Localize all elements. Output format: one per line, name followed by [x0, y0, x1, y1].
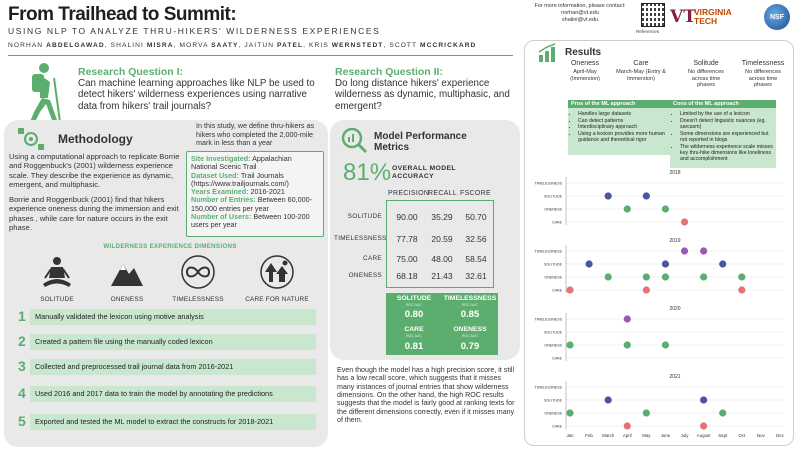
- result-col-header: Solitude: [693, 60, 719, 67]
- roc-value: 0.79: [460, 341, 480, 352]
- pros-box: [568, 100, 676, 155]
- entries-value: Between 60,000-150,000 entries per year: [191, 195, 313, 213]
- data-point: [738, 286, 745, 293]
- magnifier-chart-icon: [340, 126, 368, 154]
- roc-value: 0.80: [404, 309, 424, 320]
- site-value: Appalachian National Scenic Trail: [191, 154, 292, 172]
- panel-title: 2019: [669, 238, 681, 244]
- data-point: [605, 192, 612, 199]
- rq2-text: Do long distance hikers' experience wilderness as dynamic, multiphasic, and emergent?: [335, 78, 510, 112]
- month-tick-label: Dec: [776, 433, 784, 438]
- accuracy-label-line1: OVERALL MODEL: [392, 165, 456, 172]
- nature-care-icon: [259, 254, 295, 290]
- dimension-label: SOLITUDE: [40, 296, 74, 303]
- data-point: [681, 247, 688, 254]
- data-point: [643, 192, 650, 199]
- contact-label: For more information, please contact:: [534, 3, 626, 9]
- author-last-name: SAATY: [211, 42, 239, 49]
- result-col-value: March-May (Entry & Immersion): [616, 69, 666, 82]
- month-tick-label: August: [696, 433, 711, 438]
- pros-item: • Can detect patterns: [578, 118, 673, 124]
- metric-cell: 32.61: [465, 271, 487, 281]
- category-tick-label: ONENESS: [544, 207, 562, 212]
- bar-chart-icon: [537, 43, 559, 63]
- site-label: Site Investigated:: [191, 154, 251, 163]
- methodology-para-2: Borrie and Roggenbuck (2001) find that hikers experience oneness during the immersion and exit phases , while care for nature occurs in the exit phase.: [9, 195, 179, 232]
- mountain-icon: [109, 254, 145, 290]
- pros-item: • Interdisciplinary approach: [578, 124, 673, 130]
- roc-label: SOLITUDE: [396, 295, 432, 302]
- month-tick-label: March: [602, 433, 615, 438]
- cons-title: Cons of the ML approach: [670, 100, 776, 108]
- author-first-name: JAITUN: [244, 42, 278, 49]
- month-tick-label: May: [642, 433, 651, 438]
- header-divider: [8, 55, 513, 56]
- month-tick-label: Sept: [718, 433, 728, 438]
- panel-title: 2021: [669, 374, 681, 380]
- data-point: [624, 341, 631, 348]
- metric-cell: 50.70: [465, 212, 487, 222]
- author-first-name: SHALINI: [110, 42, 147, 49]
- dimension-solitude: [22, 254, 92, 303]
- poster-subtitle: USING NLP TO ANALYZE THRU-HIKERS' WILDERNESS EXPERIENCES: [8, 26, 381, 36]
- result-col-value: April-May (Immersion): [570, 69, 600, 82]
- author-list: NORHAN ABDELGAWAD, SHALINI MISRA, MORVA SAATY, JAITUN PATEL, KRIS WERNSTEDT, SCOTT MCCRICKARD: [8, 42, 477, 49]
- author-first-name: KRIS: [309, 42, 332, 49]
- data-point: [605, 273, 612, 280]
- vt-logo-line2: TECH: [694, 15, 718, 26]
- dimension-label: TIMELESSNESS: [172, 296, 224, 303]
- author-last-name: MCCRICKARD: [420, 42, 477, 49]
- rq2-title: Research Question II:: [335, 66, 443, 78]
- month-tick-label: Jan: [566, 433, 574, 438]
- result-col-header: Timelessness: [741, 60, 785, 67]
- data-point: [700, 396, 707, 403]
- category-tick-label: TIMELESSNESS: [534, 181, 562, 186]
- month-tick-label: June: [660, 433, 671, 438]
- data-point: [662, 341, 669, 348]
- result-col-value: No differences across time phases: [688, 69, 724, 89]
- cons-item: • Limited by the use of a lexicon: [680, 111, 773, 117]
- data-point: [624, 422, 631, 429]
- roc-sub-label: ROC AUC: [406, 334, 422, 338]
- metric-cell: 68.18: [396, 271, 418, 281]
- users-value: Between 100-200 users per year: [191, 211, 310, 230]
- cons-box: [670, 100, 776, 168]
- data-point: [566, 409, 573, 416]
- performance-title-line2: Metrics: [374, 142, 410, 153]
- methodology-title: Methodology: [58, 132, 133, 146]
- category-tick-label: CARE: [552, 356, 562, 361]
- category-tick-label: ONENESS: [544, 411, 562, 416]
- data-point: [643, 286, 650, 293]
- study-details-box: [186, 151, 324, 237]
- data-point: [605, 396, 612, 403]
- years-label: Years Examined:: [191, 187, 249, 197]
- step-3-number: 3: [18, 358, 26, 374]
- month-tick-label: Nov: [757, 433, 765, 438]
- month-tick-label: Oct: [738, 433, 746, 438]
- data-point: [700, 422, 707, 429]
- methodology-icon: [16, 126, 46, 152]
- methodology-para-1: Using a computational approach to replicate Borrie and Roggenbuck's (2001) wilderness experience scale. They describe the experience as dynamic, emergent, and multiphasic.: [9, 152, 180, 189]
- panel-title: 2018: [669, 170, 681, 176]
- metric-cell: 20.59: [431, 234, 453, 244]
- metric-row-label: TIMELESSNESS: [334, 235, 387, 242]
- infinity-icon: [180, 254, 216, 290]
- header-fscore: FSCORE: [460, 190, 491, 197]
- month-tick-label: July: [680, 433, 689, 438]
- dataset-value: Trail Journals (https://www.trailjournals.com/): [191, 170, 289, 188]
- overall-accuracy-value: 81%: [343, 159, 392, 186]
- author-first-name: MORVA: [179, 42, 212, 49]
- dimension-care-for-nature: [242, 254, 312, 303]
- header-recall: RECALL: [428, 190, 458, 197]
- nsf-logo: NSF: [764, 4, 790, 30]
- step-1-bar: Manually validated the lexicon using motive analysis: [30, 309, 316, 325]
- result-col-value: No differences across time phases: [745, 69, 781, 89]
- meditation-icon: [39, 254, 75, 290]
- metric-row-label: SOLITUDE: [347, 213, 382, 220]
- contact-info: [525, 3, 635, 24]
- hiker-icon: [14, 60, 69, 125]
- references-label: References: [636, 29, 660, 34]
- poster-title: From Trailhead to Summit:: [8, 4, 237, 25]
- dimension-oneness: [92, 254, 162, 303]
- step-5-number: 5: [18, 413, 26, 429]
- years-value: 2016-2021: [250, 187, 285, 197]
- cons-item: • The wilderness experience scale misses key thru-hike dimensions like loneliness and accomplishment: [680, 144, 773, 163]
- step-5-bar: Exported and tested the ML model to extract the constructs for 2018-2021: [30, 414, 316, 430]
- roc-label: CARE: [404, 326, 424, 333]
- metric-row-label: ONENESS: [348, 272, 382, 279]
- category-tick-label: SOLITUDE: [544, 262, 562, 267]
- category-tick-label: CARE: [552, 220, 562, 225]
- author-first-name: SCOTT: [389, 42, 420, 49]
- data-point: [719, 409, 726, 416]
- category-tick-label: SOLITUDE: [544, 330, 562, 335]
- metric-cell: 90.00: [396, 212, 418, 222]
- roc-value: 0.85: [460, 309, 480, 320]
- category-tick-label: TIMELESSNESS: [534, 317, 562, 322]
- performance-title: [374, 131, 467, 153]
- entries-label: Number of Entries:: [191, 195, 256, 205]
- data-point: [662, 205, 669, 212]
- data-point: [662, 260, 669, 267]
- step-3-bar: Collected and preprocessed trail journal data from 2016-2021: [30, 359, 316, 375]
- pros-item: • Using a lexicon provides more human guidance and theoretical rigor: [578, 131, 673, 143]
- author-last-name: MISRA: [146, 42, 174, 49]
- vt-logo-line1: VIRGINIA: [694, 7, 732, 17]
- data-point: [585, 260, 592, 267]
- roc-sub-label: ROC AUC: [406, 303, 422, 307]
- data-point: [624, 315, 631, 322]
- step-2-number: 2: [18, 333, 26, 349]
- metric-cell: 35.29: [431, 212, 453, 222]
- data-point: [566, 286, 573, 293]
- users-label: Number of Users:: [191, 211, 252, 221]
- metric-cell: 77.78: [396, 234, 418, 244]
- pros-title: Pros of the ML approach: [568, 100, 676, 108]
- result-col-header: Care: [633, 60, 649, 67]
- rq1-title: Research Question I:: [78, 66, 184, 78]
- data-point: [738, 273, 745, 280]
- methodology-description: [9, 152, 187, 232]
- qr-code-icon[interactable]: [641, 3, 665, 27]
- overall-accuracy-label: [392, 165, 456, 181]
- metric-cell: 21.43: [431, 271, 453, 281]
- metric-cell: 75.00: [396, 254, 418, 264]
- performance-summary: Even though the model has a high precision score, it still has a low recall score, which suggests that it misses many instances of journal entries that show wilderness dimensions. On the other hand, the high ROC results suggests that the model is fairly good at ranking texts for the different dimensions correctly, even if it misses many of them.: [337, 366, 515, 425]
- metric-cell: 32.56: [465, 234, 487, 244]
- category-tick-label: CARE: [552, 288, 562, 293]
- pros-list: [568, 108, 676, 144]
- metric-row-label: CARE: [363, 255, 382, 262]
- data-point: [719, 260, 726, 267]
- data-point: [643, 273, 650, 280]
- month-tick-label: April: [622, 433, 632, 438]
- data-point: [662, 273, 669, 280]
- author-last-name: WERNSTEDT: [331, 42, 384, 49]
- cons-list: [670, 108, 776, 162]
- month-tick-label: Feb: [585, 433, 593, 438]
- accuracy-label-line2: ACCURACY: [392, 173, 435, 181]
- metric-cell: 58.54: [465, 254, 487, 264]
- dimension-label: CARE FOR NATURE: [245, 296, 309, 303]
- results-title: Results: [565, 47, 602, 58]
- metric-cell: 48.00: [431, 254, 453, 264]
- dataset-label: Dataset Used:: [191, 170, 239, 180]
- category-tick-label: ONENESS: [544, 275, 562, 280]
- data-point: [681, 218, 688, 225]
- performance-title-line1: Model Performance: [374, 131, 467, 142]
- contact-email-1[interactable]: norhan@vt.edu: [561, 9, 599, 16]
- dimension-label: ONENESS: [110, 296, 144, 303]
- thru-hiker-definition: In this study, we define thru-hikers as hikers who completed the 2,000-mile mark in less than a year: [196, 121, 315, 148]
- category-tick-label: TIMELESSNESS: [534, 249, 562, 254]
- rq1-text: Can machine learning approaches like NLP be used to detect hikers' wilderness experiences using narrative data from hikers' trail journals?: [78, 78, 315, 112]
- category-tick-label: CARE: [552, 424, 562, 429]
- data-point: [700, 247, 707, 254]
- data-point: [700, 273, 707, 280]
- author-last-name: ABDELGAWAD: [46, 42, 105, 49]
- vt-mark-icon: VT: [670, 7, 696, 27]
- roc-sub-label: ROC AUC: [462, 334, 478, 338]
- virginia-tech-logo: [670, 6, 740, 28]
- category-tick-label: ONENESS: [544, 343, 562, 348]
- cons-item: • Some dimensions are experienced but not reported in blogs: [680, 131, 773, 143]
- step-4-bar: Used 2016 and 2017 data to train the model by annotating the predictions: [30, 386, 316, 402]
- header-precision: PRECISION: [388, 190, 430, 197]
- data-point: [624, 205, 631, 212]
- step-2-bar: Created a pattern file using the manually coded lexicon: [30, 334, 316, 350]
- category-tick-label: SOLITUDE: [544, 398, 562, 403]
- data-point: [566, 341, 573, 348]
- dimension-timelessness: [163, 254, 233, 303]
- roc-label: TIMELESSNESS: [443, 295, 497, 302]
- roc-sub-label: ROC AUC: [462, 303, 478, 307]
- step-1-number: 1: [18, 308, 26, 324]
- author-first-name: NORHAN: [8, 42, 47, 49]
- dimensions-title: WILDERNESS EXPERIENCE DIMENSIONS: [103, 243, 237, 250]
- result-col-header: Oneness: [570, 60, 600, 67]
- roc-value: 0.81: [404, 341, 424, 352]
- monthly-dimension-chart: [528, 165, 792, 447]
- data-point: [643, 409, 650, 416]
- category-tick-label: SOLITUDE: [544, 194, 562, 199]
- pros-item: • Handles large datasets: [578, 111, 673, 117]
- category-tick-label: TIMELESSNESS: [534, 385, 562, 390]
- panel-title: 2020: [669, 306, 681, 312]
- roc-label: ONENESS: [453, 326, 487, 333]
- author-last-name: PATEL: [277, 42, 304, 49]
- step-4-number: 4: [18, 385, 26, 401]
- contact-email-2[interactable]: shalini@vt.edu: [561, 16, 599, 23]
- cons-item: • Doesn't detect linguistic nuances (eg. sarcasm): [680, 118, 773, 130]
